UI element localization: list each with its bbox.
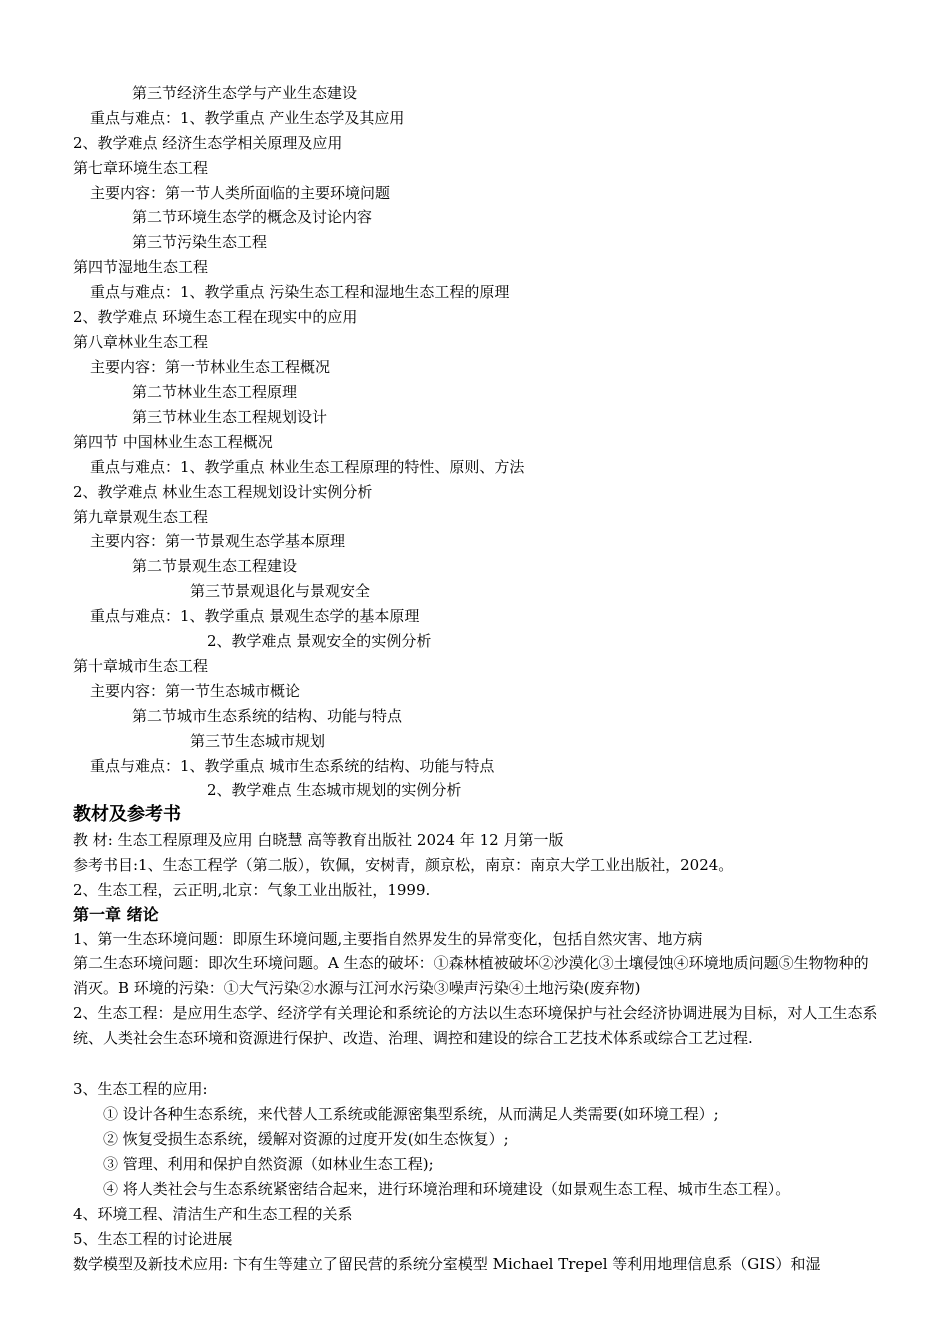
paragraph: 2、生态工程：是应用生态学、经济学有关理论和系统论的方法以生态环境保护与社会经济协调进展为目标，对人工生态系统、人类社会生态环境和资源进行保护、改造、治理、调控和建设的综合工艺技术体系或综合工艺过程. (73, 1004, 878, 1047)
text-line: 主要内容：第一节景观生态学基本原理 (90, 532, 346, 550)
text-line: 2、教学难点 景观安全的实例分析 (207, 632, 432, 650)
text-line: 3、生态工程的应用: (73, 1080, 208, 1098)
text-line: 1、第一生态环境问题：即原生环境问题,主要指自然界发生的异常变化，包括自然灾害、地方病 (73, 930, 703, 948)
text-line: 2、教学难点 环境生态工程在现实中的应用 (73, 308, 358, 326)
chapter-heading: 第十章城市生态工程 (73, 657, 209, 675)
text-line: 2、生态工程，云正明,北京：气象工业出版社，1999. (73, 881, 431, 899)
chapter-heading: 第九章景观生态工程 (73, 508, 209, 526)
list-item: ④ 将人类社会与生态系统紧密结合起来，进行环境治理和环境建设（如景观生态工程、城市生态工程）。 (103, 1180, 791, 1198)
text-line: 参考书目:1、生态工程学（第二版），钦佩，安树青，颜京松，南京：南京大学工业出版社，2024。 (73, 856, 734, 874)
chapter-heading: 第七章环境生态工程 (73, 159, 209, 177)
text-line: 主要内容：第一节人类所面临的主要环境问题 (90, 184, 391, 202)
text-line: 重点与难点：1、教学重点 城市生态系统的结构、功能与特点 (90, 757, 495, 775)
text-line: 教 材: 生态工程原理及应用 白晓慧 高等教育出版社 2024 年 12 月第一版 (73, 831, 564, 849)
list-item: ③ 管理、利用和保护自然资源（如林业生态工程); (103, 1155, 434, 1173)
text-line: 主要内容：第一节生态城市概论 (90, 682, 301, 700)
text-line: 第三节污染生态工程 (132, 233, 268, 251)
text-line: 第三节经济生态学与产业生态建设 (132, 84, 358, 102)
text-line: 主要内容：第一节林业生态工程概况 (90, 358, 331, 376)
text-line: 5、生态工程的讨论进展 (73, 1230, 233, 1248)
text-line: 第二节环境生态学的概念及讨论内容 (132, 208, 373, 226)
text-line: 第二节景观生态工程建设 (132, 557, 298, 575)
list-item: ② 恢复受损生态系统，缓解对资源的过度开发(如生态恢复）; (103, 1130, 509, 1148)
text-line: 数学模型及新技术应用: 卞有生等建立了留民营的系统分室模型 Michael Trepel 等利用地理信息系（GIS）和湿 (73, 1255, 821, 1273)
text-line: 第四节 中国林业生态工程概况 (73, 433, 273, 451)
text-line: 2、教学难点 生态城市规划的实例分析 (207, 781, 462, 799)
text-line: 第三节林业生态工程规划设计 (132, 408, 328, 426)
chapter-one-heading: 第一章 绪论 (73, 905, 159, 924)
section-heading-textbooks: 教材及参考书 (73, 804, 181, 825)
text-line: 重点与难点：1、教学重点 林业生态工程原理的特性、原则、方法 (90, 458, 525, 476)
text-line: 重点与难点：1、教学重点 景观生态学的基本原理 (90, 607, 420, 625)
paragraph: 第二生态环境问题：即次生环境问题。A 生态的破坏：①森林植被破坏②沙漠化③土壤侵蚀④环境地质问题⑤生物物种的消灭。B 环境的污染：①大气污染②水源与江河水污染③噪声污染④土地污染(废弃物) (73, 954, 869, 997)
text-line: 重点与难点：1、教学重点 产业生态学及其应用 (90, 109, 405, 127)
text-line: 第二节林业生态工程原理 (132, 383, 298, 401)
text-line: 2、教学难点 林业生态工程规划设计实例分析 (73, 483, 373, 501)
chapter-heading: 第八章林业生态工程 (73, 333, 209, 351)
text-line: 第三节生态城市规划 (190, 732, 326, 750)
text-line: 2、教学难点 经济生态学相关原理及应用 (73, 134, 343, 152)
list-item: ① 设计各种生态系统，来代替人工系统或能源密集型系统，从而满足人类需要(如环境工程）; (103, 1105, 719, 1123)
text-line: 第三节景观退化与景观安全 (190, 582, 371, 600)
text-line: 重点与难点：1、教学重点 污染生态工程和湿地生态工程的原理 (90, 283, 510, 301)
text-line: 第二节城市生态系统的结构、功能与特点 (132, 707, 403, 725)
text-line: 4、环境工程、清洁生产和生态工程的关系 (73, 1205, 353, 1223)
text-line: 第四节湿地生态工程 (73, 258, 209, 276)
